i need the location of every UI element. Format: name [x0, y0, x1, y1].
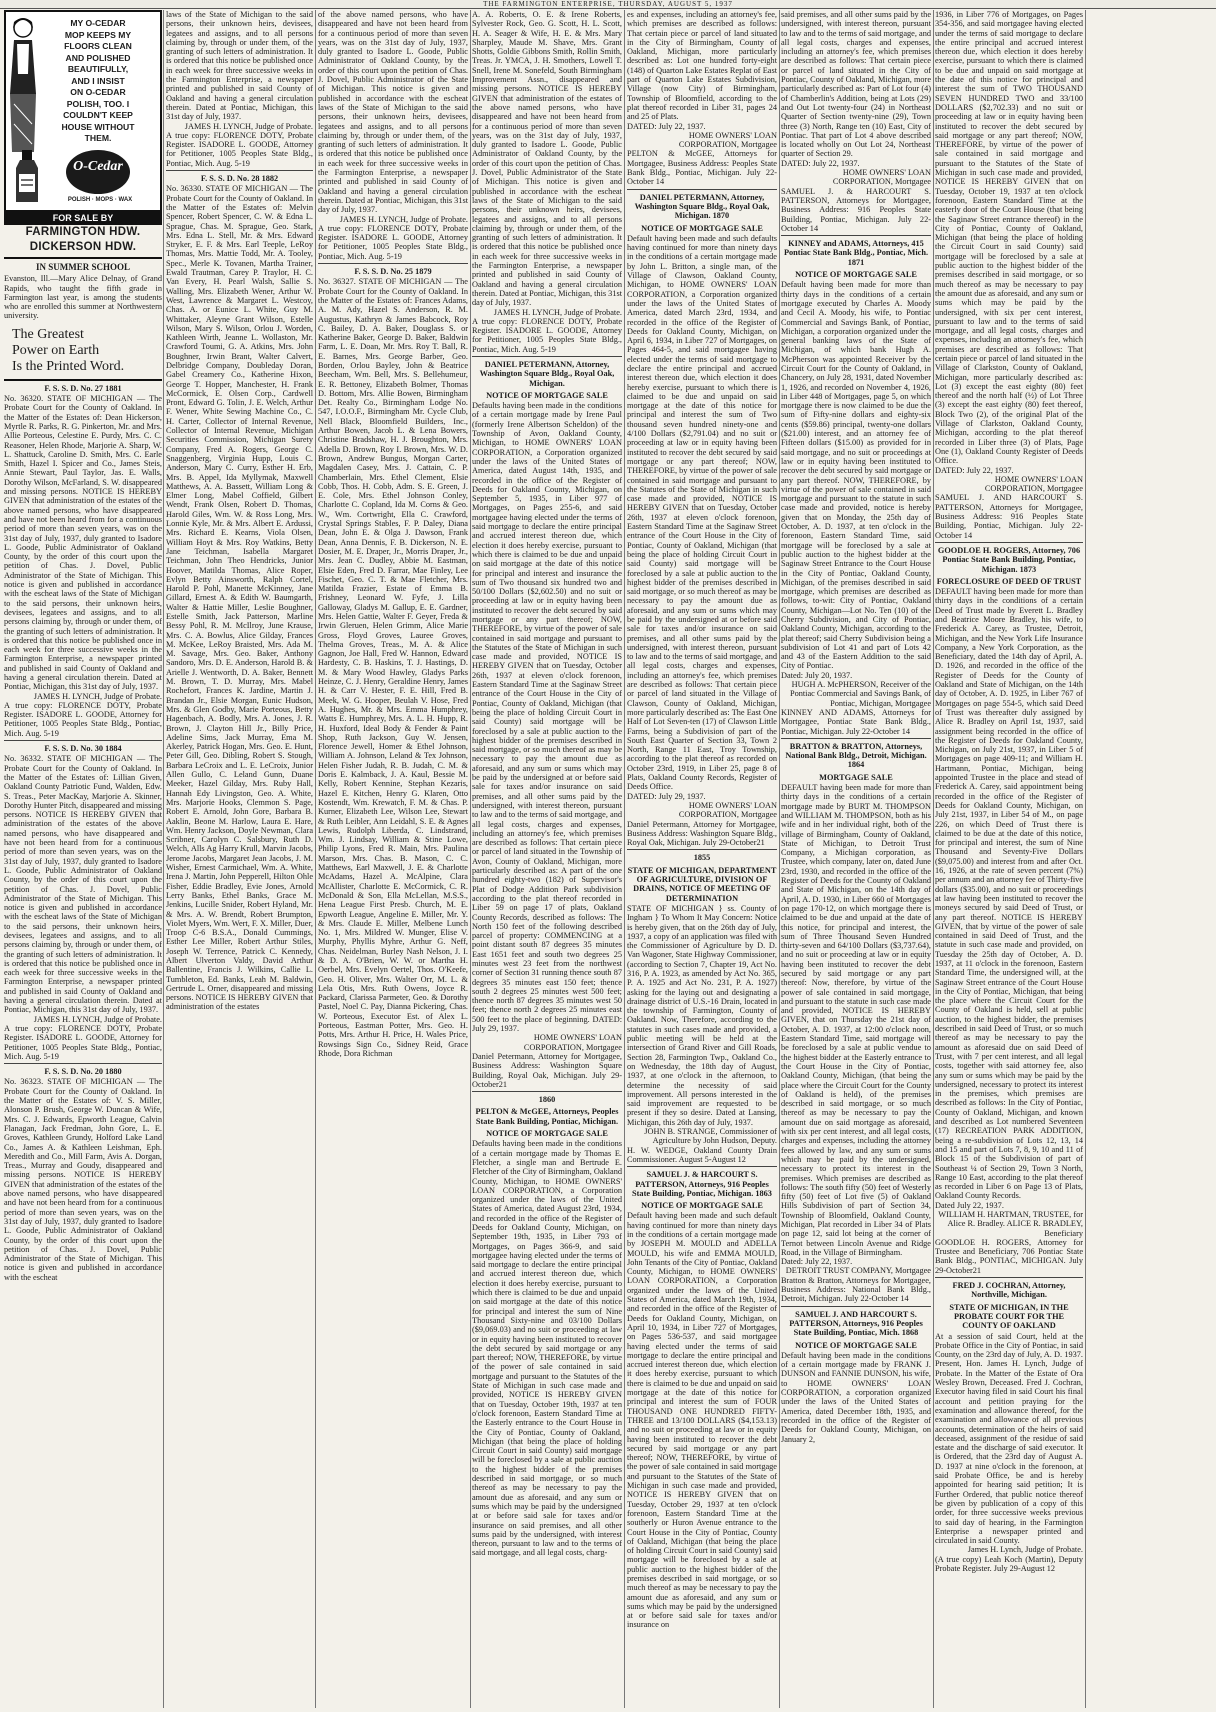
notice-number: F. S. S. D. No. 28 1882 [200, 174, 279, 184]
notice-signature: HOME OWNERS' LOAN CORPORATION, Mortgagee [523, 1033, 622, 1052]
for-sale-banner: FOR SALE BY [4, 212, 162, 225]
divider [4, 257, 162, 259]
notice-signature: HOME OWNERS' LOAN CORPORATION, Mortgagee [984, 474, 1083, 494]
column-3 [318, 10, 468, 1708]
notice-signature: HOME OWNERS' LOAN CORPORATION, Mortgagee [678, 800, 777, 820]
column-6 [781, 10, 931, 1708]
notice-paragraph: H. W. WEDGE, Oakland County Drain Commissioner. August 5-August 12 [627, 1145, 777, 1164]
column-rule [624, 10, 625, 1708]
notice-number: 1855 [693, 853, 711, 863]
column-rule [470, 10, 471, 1708]
store-name-2: DICKERSON HDW. [29, 241, 137, 253]
notice-paragraph: said premises, and all other sums paid by the undersigned, with interest thereon, pursuant to law and to the terms of said mortgage, and all legal costs, charges and expenses, including an attorney's fee, which premises are described as follows: That certain piece or parcel of land situated in the City of Pontiac, County of Oakland, Michigan, more particularly described as: Part of Lot four (4) of Chamberlin's Addition, being at Lots (29) and Out Lot twenty-four (24) in Northeast Quarter of Section twenty-nine (29), Town three (3) North, Range ten (10) East, City of Pontiac. That part of Lot 4 above described is located wholly on Out Lot 24, Northeast quarter of Section 29. [781, 10, 931, 159]
notice-paragraph: A true copy: FLORENCE DOTY, Probate Register. ISADORE L. GOODE, Attorney for Petitioner, 1005 Peoples State Bldg., Pontiac, Mich. Aug. 5-19 [4, 1023, 162, 1061]
notice-divider [627, 849, 777, 850]
notice-divider [627, 189, 777, 190]
notice-paragraph: No. 36330. STATE OF MICHIGAN — The Probate Court for the County of Oakland. In the Matter of the Estates of: Melvin Spencer, Robert Spencer, C. W. & Edna L. Sprague, Chas. M. Sprague, Geo. Stark, Mrs. Edna L. Stell, Mr. & Mrs. Edward Stryker, E. F. & Mrs. Earl Teeple, LeRoy Thomas, Mrs. Mattie Todd, Mr. A. Tooley, Spec., Merle K. Tovanen, Martha Trainer, Ewald Trautman, Carey P. Traylor, H. C. Van Every, H. Pearl Walsh, Sallie S. Walling, Mrs. Elizabeth Wener, Arthur W. West, Lawrence & Margaret L. Westcoy, Chas. A. or Eunice L. White, Guy M. Whittaker, Aleyne Grant Wilson, Estelle Wilson, Mary S. Wilson, Orlou J. Worden, Kathleen Wirth, Jeanne L. Wollaston, Mr. Crawford Toumi, G. A. Atkins, Mrs. John Boughner, Irwin Brant, Walter Calvert, Delbridge Company, Doubleday Doran, Gabel Creamery Co., Katherine Hixon, George T. Hopper, Manchester, H. Frank McCormick, E. Olsen Corp., Cardwell Pront, Edward G. Tolin, J. E. Welch, Arthur F. Wener, White Sewing Machine Co., C. H. Carter, Collector of Internal Revenue, Collector of Internal Revenue, Michigan Securities Commission, Michigan Surety Company, Fred A. Rogers, George C. Snaggenberg, Virginia Hupp, Louis C. Anderson, Mary C. Curry, Esther H. Erb, Mrs. B. Appel, Ida Myllymak, Maxwell Matthews, A. A. Bassett, William Long & Elmer Long, Mabel Coffield, Gilbert Wendt, Frank Olsen, Robert D. Thomas, Harold Giles, Wm. W. & Ross Long, Mrs. Lonnie Kyle, Mr. & Mrs. Albert E. Ardussi, Mrs. Richard E. Kearns, Viola Olsen, William Hoyt & Mrs. Roy Watkins, Betty Jane Teichman, Isabella Margaret Teichman, John Theo Hendricks, Junior Hoover, Matilda Thomas, Alice Roper, Evlyn Betty Ainsworth, Ralph Cortel, Harold P. Pohl, Manette McKinney, Jane Gillard, Ernest A. & Edith W. Baumgarth, Walter & Hattie Miller, Leslie Boughner, Estelle Smith, Jack Patterson, Marline Bessy Pohl, R. M. McIlroy, June Krause, Mrs. C. A. Bowlus, Alice Gilday, Frances M. McKee, LeRoy Braisted, Mrs. Ada M. M. Savage, Mrs. Geo. Baker, Anthony Sandoro, Mrs. D. E. Anderson, Harold B. & Arielle J. Wentworth, D. A. Baker, Bennett M. Brown, T. D. Murray, Mrs. Mabel Rochefort, Frances K. Jardine, Martin J. Brandan Jr., Elsie Morgan, Eunic Hudson, Mrs. & Glen Godby, Marie Porteous, Betty Hagenbach, A. Bodly, Mrs. A. Jones, J. R. Brown, J. Clayton Hill Jr., Billy Price, Adeline Sims, Jack Murray, Ema M. Akerley, Patrick Hogan, Mrs. Geo. E. Hunt, Peter Gill, Geo. Dibling, Robert S. Stough, Barbara LeCroix and L. E. LeCroix, Junior Allen Gullo, C. Leland Gunn, Duane Meeker, Hazel Gilday, Mrs. Ruby Hall, Hannah Edy Livingston, Geo. A. White, Mrs. Marjorie Hooks, Clemmon S. Page, Robert E. Arnold, John Gore, Barbara B. Aaklin, Beone M. Harlow, Laura E. Hare, Wm. Henry Jackson, Doyle Newman, Clara Scribner, Carolyn C. Salsbury, Ruth D. Welch, Alls Ag Harry Krull, Marvin Jacobs, Jerome Jacobs, Margaret Jean Jacobs, J. M. Wisher, Ernest Carmichael, Wm. A. White, Irena J. Martin, John Pepperell, Hilton Ohle Fisher, Eddie Bradley, Evie Jones, Arnold Lerry Banks, Ethel Banks, Grace M. Jenkins, Lucille Snider, Robert Hyland, Mr. & Mrs. A. W. Brendt, Robert Brumpton, Violet Myers, Wm. Wert, F. X. Miller, Duer, Troop C-6 B.S.A., Donald Cummings, Esther Lee Miller, Robert Arthur Stiles, Joseph W. Terrence, Patrick C. Kennedy, Albert Ulverton Valdy, David Arthur Ballentine, Francis J. Wilkins, Callie L. Tumbleton, Ed. Banks, Leah M. Baldwin, Gertrude L. Orner, disappeared and missing persons. NOTICE IS HEREBY GIVEN that administration of the estates [166, 184, 313, 1012]
notice-signature: JAMES H. LYNCH, Judge of Probate. [33, 691, 162, 701]
divider [4, 379, 162, 381]
notice-paragraph: laws of the State of Michigan to the said persons, their unknown heirs, devisees, legatees and assigns, and to all persons claiming by, through or under them, of the granting of such letters of administration. It is ordered that this notice be published once in each week for three successive weeks in the Farmington Enterprise, a newspaper printed and published in said County of Oakland and having a general circulation therein. Dated at Pontiac, Michigan, this 31st day of July, 1937. [166, 10, 313, 122]
o-cedar-logo-subtitle: POLISH · MOPS · WAX [67, 197, 133, 203]
notice-signature: JAMES H. LYNCH, Judge of Probate. [339, 214, 468, 224]
notice-paragraph: Daniel Petermann, Attorney for Mortgagee, Business Address: Washington Square Bldg., Royal Oak, Michigan. July 29-October21 [627, 819, 777, 848]
notice-signature: JOHN B. STRANGE, Commissioner of Agriculture by John Hudson, Deputy. [644, 1127, 777, 1146]
column-body [4, 384, 162, 1282]
notice-paragraph: A true copy: FLORENCE DOTY, Probate Register. ISADORE L. GOODE, Attorney for Petitioner, 1005 Peoples State Bldg., Pontiac, Mich. Aug. 5-19 [318, 223, 468, 261]
notice-paragraph: At a session of said Court, held at the Probate Office in the City of Pontiac, in said County, on the 23rd day of July, A. D. 1937. Present, Hon. James H. Lynch, Judge of Probate. In the Matter of the Estate of Ora Wesley Brown, Deceased. Fred J. Cochran, Executor having filed in said Court his final account and petition praying for the examination and allowance thereof, for the examination and allowance of all previous accounts, determination of the heirs of said deceased, assignment of the residue of said estate and the discharge of said executor. It is Ordered, that the 23rd day of August A. D. 1937 at nine o'clock in the forenoon, at said Probate Office, be and is hereby appointed for hearing said petition; It is Further Ordered, that public notice thereof be given by publication of a copy of this order, for three successive weeks previous to said day of hearing, in the Farmington Enterprise a newspaper printed and circulated in said County. [935, 1331, 1083, 1546]
notice-paragraph: Bratton & Bratton, Attorneys for Mortgagee, Business Address: National Bank Bldg., Detroit, Michigan. July 22-October 14 [781, 1275, 931, 1304]
column-body [627, 10, 777, 1630]
notice-heading: NOTICE OF MORTGAGE SALE [795, 270, 917, 280]
notice-divider [781, 1306, 931, 1307]
column-body [935, 10, 1083, 1573]
notice-divider [472, 356, 622, 357]
news-body: Evanston, Ill.—Mary Alice Delnay, of Grand Rapids, who taught the fifth grade in Farmington last year, is among the students who are enrolled this summer at Northwestern university. [4, 274, 162, 321]
column-5 [627, 10, 777, 1708]
notice-paragraph: No. 36327. STATE OF MICHIGAN — The Probate Court for the County of Oakland. In the Matter of the Estates of: Frances Adams, A. M. Ady, Hazel S. Anderson, R. M. Augustus, Kathryn & James Babcock, Roy C. Bailey, D. A. Baker, Douglass S. or Katherine Baker, George D. Baker, Baldwin Farm, L. E. Doan, Mr. Mrs. Roy T. Ball, R. E. Barnes, Mrs. George Barber, Geo. Borden, Orlou Bayley, John & Beatrice Beecham, Wm. Bell, Mrs. S. Bellehumeur, E. R. Bettoney, Elizabeth Bolmer, Thomas D. Bottom, Mrs. Allie Bowen, Birmingham Det. Realty Co., Birmingham Lodge No. 547, I.O.O.F., Birmingham Mr. Cycle Club, Nell Black, Bloomfield Builders, Inc., Arthur Bowen, Jacob L. & Lena Bowers, Christine Bradshaw, H. J. Broughton, Mrs. Adella D. Brown, Roy I. Brown, Mrs. W. D. Brown, Andrew Bungus, Morgan Carter, Magdalen Casey, Mrs. J. Cattain, C. P. Chamberlain, Mrs. Ethel Clement, Elsie Cobb, Thos. H. Cobb, Adm. S. E. Green, J. E. Cole, Mrs. Ethel Johnson Conley, Charlotte C. Copland, Ida M. Corns & Geo. W., Wm. Cortwright, Ella C. Crawford, Crystal Springs Stables, F. P. Daley, Diana Dean, John E. & Olga J. Dawson, Frank Dean, Anna Dennis, F. B. Dickerson, N. E. Dosier, M. E. Draper, Jr., Morris Draper, Jr., Mrs. Jean C. Dudley, Abbie M. Eastman, Elsie Eden, Fred D. Farrar, Mae Finley, Lee Fischet, Geo. C. T. & Mae Fletcher, Mrs. Matilda Frazier, Estate of Emma B. Frishney, Leonard W. Fyfe, J. Lilla Galloway, Gladys M. Gallup, E. E. Gardner, Mrs. Helen Gattie, Walter F. Geyer, Freda & Irwin Gleruen, Helen Grimm, Alice Marie Gross, Floyd Groves, Lauree Groves, Thelma Groves, Treas., M. A. & Alice Gagnon, Joe Hall, Fred W. Hannon, Edward Hardesty, C. B. Haskins, T. J. Hastings, D. M. & Mary Wood Hawley, Gladys Parks Heinze, C. J. Henry, Geraldine Henry, James H. & Carr V. Hester, F. E. Hill, Fred B. Meek, W. G. Hooper, Beulah V. Hose, Fred A. Hughes, Mr. & Mrs. Emma Humphrey, Watts E. Humphrey, Mrs. A. L. H. Hupp, R. H. Huxford, Ideal Body & Fender & Paint Shop, Ruth Jackson, Guy W. Jensen, Florence Jewell, Homer & Ethel Johnson, William A. Johnson, Leland & Tex Johnson, Helen Fisher Judah, R. B. Judah, C. M. & Doris E. Kalmback, J. A. Kaul, Bessie M. Kelly, Robert Kennine, Stephan Kezaris, Hazel E. Kitchen, Henry G. Klaren, Otto Kostendt, Wm. Krewatch, F. M. & Chas. P. Kurner, Elizabeth Lee, Wilson Lee, Stewart & Ruth Leibler, Ann Leidahl, S. E. & Agnes Lewis, Rudolph Liberda, C. Lindstrand, Wm. J. Lindsay, William & Stine Lowe, Philip Lyons, Fred R. Main, Mrs. Paulina Marson, Mrs. Chas. B. Mason, C. C. Matthews, Earl Maxwell, J. E. & Charlotte McAdams, Hazel A. McAlpine, Clara McAllister, Charlotte E. McCormick, C. R. McDonald & Son, Ella McLellan, M.S.S., Hena League First Presb. Church, M. E. Epworth League, Angeline E. Miller, Mr. Y. & Mrs. Claude E. Miller, Melbene Lunch No. 1, Mrs. Mildred W. Munger, Elise V. Murphy, Phyllis Myhre, Arthur G. Neff, Chas. Neidelman, Burley Nash Nelson, J. I. & D. A. O'Brien, W. W. or Martha H. Oerbel, Mrs. Evelyn Oertel, Thos. O'Keefe, Geo. H. Oliver, Mrs. Walter Orr, M. L. & Lela Otis, Mrs. Ruth Owens, Joyce R. Packard, Clarissa Parmeter, Geo. & Dorothy Pastel, Noel C. Pay, Dianna Pickering, Chas. W. Porteous, Executor Est. of Alex L. Porteous, Eastman Potter, Mrs. Geo. H. Potts, Mrs. Arthur H. Price, H. Wales Price, Rowsings Sign Co., Sidney Reid, Grace Rhode, Dora Richman [318, 277, 468, 1058]
notice-paragraph: DATED: July 22, 1937. [627, 121, 706, 131]
column-rule [163, 10, 164, 1708]
notice-paragraph: A true copy: FLORENCE DOTY, Probate Register. ISADORE L. GOODE, Attorney for Petitioner, 1005 Peoples State Bldg., Pontiac, Mich. Aug. 5-19 [4, 700, 162, 738]
notice-divider [627, 1166, 777, 1167]
column-8 [1087, 10, 1212, 1708]
notice-heading: SAMUEL J. & HARCOURT S. PATTERSON, Attorneys, 916 Peoples State Building, Pontiac, Michigan. 1863 [632, 1170, 772, 1198]
notice-paragraph: Defaults having been made in the conditions of a certain mortgage made by Irene Paul (formerly Irene Albertson Scheldon) of the Township of Avon, Oakland County, Michigan, to HOME OWNERS' LOAN CORPORATION, a Corporation organized under the laws of the United States of America, dated August 14th, 1935, and recorded in the office of the Register of Deeds for Oakland County, Michigan, on September 5, 1935, in Liber 977 of Mortgages, on Pages 255-6, and said mortgagee having elected under the terms of said mortgage to declare the entire principal and accrued interest thereon due, which election it does hereby exercise, pursuant to which there is claimed to be due and unpaid on said mortgage at the date of this notice for principal and interest and insurance the sum of Two thousand six hundred two and 50/100 Dollars ($2,602.50) and no suit or proceeding at law or in equity having been instituted to recover the debt secured by said mortgage or any part thereof; NOW, THEREFORE, by virtue of the power of sale contained in said mortgage and pursuant to the Statutes of the State of Michigan in such case made and provided, NOTICE IS HEREBY GIVEN that on Tuesday, October 26th, 1937 at eleven o'clock forenoon, Eastern Standard Time at the Saginaw Street entrance of the Court House in the City of Pontiac, County of Oakland, Michigan (that being the place of holding Circuit Court in said County) said mortgage will be foreclosed by a sale at public auction to the highest bidder of the premises described in said mortgage, or so much thereof as may be necessary to pay the amount due as aforesaid, and any sum or sums which may be paid by the undersigned at or before said sale for taxes and/or insurance on said premises, and all other sums paid by the undersigned, with interest thereon, pursuant to law and to the terms of said mortgage, and all legal costs, charges and expenses, including an attorney's fee, which premises are described as follows: That certain piece or parcel of land situated in the Township of Avon, County of Oakland, Michigan, more particularly described as: A part of the one hundred eighty-two (182) of Supervisor's Plat of Dodge Addition Park subdivision according to the plat thereof recorded in Liber 59 on page 17 of plats, Oakland County Records, described as follows: The North 150 feet of the following described parcel of property: COMMENCING at a point distant south 87 degrees 35 minutes East 1651 feet and south two degrees 25 minutes west 23 feet from the northwest corner of Section 31 running thence south 87 degrees 35 minutes east 150 feet; thence south 2 degrees 25 minutes west 500 feet; thence north 87 degrees 35 minutes west 50 feet; thence north 2 degrees 25 minutes east 500 feet to the place of beginning. DATED: July 29, 1937. [472, 401, 622, 1034]
notice-heading: GOODLOE H. ROGERS, Attorney, 706 Pontiac State Bank Building, Pontiac, Michigan. 1873 [937, 545, 1081, 574]
notice-paragraph: es and expenses, including an attorney's fee, which premises are described as follows: That certain piece or parcel of land situated in the City of Birmingham, County of Oakland, Michigan, more particularly described as: Lot one hundred forty-eight (148) of Quarton Lake Estates Replat of East part of Quarton Lake Estates Subdivision, Village (now City) of Birmingham, Township of Bloomfield, according to the plat thereof recorded in Liber 31, pages 24 and 25 of Plats. [627, 10, 777, 122]
column-body [781, 10, 931, 1444]
notice-paragraph: STATE OF MICHIGAN } ss. County of Ingham } To Whom It May Concern: Notice is hereby given, that on the 26th day of July, 1937, a copy of an application was filed with the Commissioner of Agriculture by D. D. Van Wagoner, State Highway Commissioner, (according to Section 7, Chapter 19, Act No. 316, P. A. 1923, as amended by Act No. 365, P. A. 1925 and Act No. 231, P. A. 1927) asking for the laying out and designating a drainage district of U.S.-16 Drain, located in the township of Farmington, County of Oakland. Now, Therefore, according to the statutes in such cases made and provided, a public meeting will be held at the intersection of Grand River and Gill Roads, Section 28, Farmington Twp., Oakland Co., on Wednesday, the 18th day of August, 1937, at one o'clock in the afternoon, to determine the necessity of said improvement. All persons interested in the said improvement are requested to be present if they so desire. Dated at Lansing, Michigan, this 26th day of July, 1937. [627, 903, 777, 1127]
masthead: THE FARMINGTON ENTERPRISE, THURSDAY, AUGUST 5, 1937 [0, 0, 1216, 9]
notice-paragraph: Default having been made for more than thirty days in the conditions of a certain mortgage executed by Charles A. Moody and Cecil A. Moody, his wife, to Pontiac Commercial and Savings Bank, of Pontiac, Michigan, a corporation organized under the general banking laws of the State of Michigan, of which bank Hugh A. McPherson was appointed Receiver by the Circuit Court for the County of Oakland, in Chancery, on July 28, 1931, dated November 1, 1926, and recorded on November 4, 1926, in Liber 448 of Mortgages, page 5, on which mortgage there is now claimed to be due the sum of Fifty-nine dollars and eighty-six cents ($59.86) principal, twenty-one dollars ($21.00) interest, and an attorney fee of Fifteen dollars ($15.00) as provided for in said mortgage, and no suit or proceedings at law or in equity having been instituted to recover the debt secured by said mortgage or any part thereof. NOW, THEREFORE, by virtue of the power of sale contained in said mortgage and pursuant to the statute in such case made and provided, notice is hereby given that on Monday, the 25th day of October, A. D. 1937, at ten o'clock in the forenoon, Eastern Standard Time, said mortgage will be foreclosed by a sale at public auction to the highest bidder at the Saginaw Street Entrance to the Court House in the City of Pontiac, Oakland County, Michigan, of the premises described in said mortgage, which premises are described as follows, to-wit: City of Pontiac, Oakland County, Michigan—Lot No. Ten (10) of the Cherry Subdivision, and City of Pontiac, Oakland County, Michigan, according to the plat thereof; said Cherry Subdivision being a subdivision of Lot 41 and part of Lots 42 and 43 of the Eastern Addition to the said City of Pontiac. [781, 280, 931, 671]
notice-paragraph: DEFAULT having been made for more than thirty days in the conditions of a certain mortgage made by BURT M. THOMPSON and WILLIAM M. THOMPSON, both as his wife and in her individual right, both of the village of Birmingham, County of Oakland, State of Michigan, to Detroit Trust Company, a Michigan corporation, as Trustee, which company, later on, dated June 23rd, 1930, and recorded in the office of the Register of Deeds for the County of Oakland and State of Michigan, on the 14th day of April, A. D. 1930, in Liber 660 of Mortgages on page 170-12, on which mortgage there is claimed to be due and unpaid at the date of this notice, for principal and interest, the sum of Three Thousand Seven Hundred thirty-seven and 64/100 Dollars ($3,737.64), and no suit or proceeding at law or in equity having been instituted to recover the debt secured by said mortgage or any part thereof: Now, therefore, by virtue of the power of sale contained in said mortgage, and pursuant to the statute in such case made and provided, NOTICE IS HEREBY GIVEN, that on Thursday the 21st day of October, A. D. 1937, at 12:00 o'clock noon, Eastern Standard Time, said mortgage will be foreclosed by a sale at public vendue to the highest bidder at the Easterly entrance to the Court House in the City of Pontiac, Oakland County, Michigan, (that being the place where the Circuit Court for the County of Oakland is held), of the premises described in said mortgage, or so much thereof as may be necessary to pay the amount due on said mortgage as aforesaid, with six per cent interest, and all legal costs, charges and expenses, including the attorney fees allowed by law, and any sum or sums which may be paid by the undersigned, necessary to protect its interest in the premises. Which premises are described as follows: The south fifty (50) feet of Westerly fifty (50) feet of Lot five (5) of Oakland Hills Subdivision of part of Section 34, Township of Bloomfield, Oakland County, Michigan, Plat recorded in Liber 34 of Plats on page 12, said lot being at the corner of Ternot between Lincoln Avenue and Ridge Road, in the Village of Birmingham. [781, 783, 931, 1257]
notice-signature: James H. Lynch, Judge of Probate. [967, 1545, 1083, 1555]
o-cedar-logo: O-Cedar [66, 150, 130, 194]
notice-divider [781, 738, 931, 739]
notice-heading: FRED J. COCHRAN, Attorney, Northville, Michigan. [952, 1281, 1066, 1300]
notice-paragraph: No. 36332. STATE OF MICHIGAN — The Probate Court for the County of Oakland. In the Matter of the Estates of: Lillian Given, Oakland County Patriotic Fund, Walden, Edw. S. Treas., Peter MacKay, Marjorie A. Skinner, Dorothy Hunter Pitch, disappeared and missing persons. NOTICE IS HEREBY GIVEN that administration of the estates of the above named persons, who have disappeared and have not been heard from for a continuous period of more than seven years, was on the 31st day of July, 1937, duly granted to Isadore L. Goode, Public Administrator of Oakland County, by the order of this court upon the petition of Chas. J. Dovel, Public Administrator of the State of Michigan. This notice is given and published in accordance with the escheat laws of the State of Michigan to the said persons, their unknown heirs, devisees, legatees and assigns, and to all persons claiming by, through or under them, of the granting of such letters of administration. It is ordered that this notice be published once in each week for three successive weeks in the Farmington Enterprise, a newspaper printed and published in said County of Oakland and having a general circulation therein. Dated at Pontiac, Michigan, this 31st day of July, 1937. [4, 754, 162, 1015]
notice-signature: WILLIAM H. HARTMAN, TRUSTEE, for Alice R. Bradley. ALICE R. BRADLEY, Beneficiary [938, 1210, 1083, 1238]
column-body [166, 10, 313, 1012]
notice-paragraph: No. 36323. STATE OF MICHIGAN — The Probate Court for the County of Oakland. In the Matter of the Estates of: V. S. Miller, Alonson P. Brush, George W. Duncan & Wife, Mrs. C. J. Edwards, Epworth League, Calvin Flanagan, Jack Fredman, John Gore, L. E. Groves, Kathleen Grundy, Holford Lake Land Co., James A. & Kathleen Leishman, Eph. Meredith and Co., Mill Farm, Avis A. Dorgan, Treas., Murray and Goudy, disappeared and missing persons. NOTICE IS HEREBY GIVEN that administration of the estates of the above named persons, who have disappeared and have not been heard from for a continuous period of more than seven years, was on the 31st day of July, 1937, duly granted to Isadore L. Goode, Public Administrator of Oakland County, by the order of this court upon the petition of Chas. J. Dovel, Public Administrator of the State of Michigan. This notice is given and published in accordance with the escheat [4, 1077, 162, 1282]
notice-heading: FORECLOSURE OF DEED OF TRUST [936, 576, 1082, 586]
notice-paragraph: No. 36320. STATE OF MICHIGAN — The Probate Court for the County of Oakland. In the Matter of the Estates of: Dean Hickerson, Myrtle R. Parks, R. G. Pinkerton, Mr. and Mrs. Allie Porteous, Celestine E. Purdy, Mrs. C. C. Reasoner, Helen Rhode, Marjorie A. Sharp, W. L. Shattuck, Caroline D. Smith, Mrs. C. Earle Smith, Hazel I. Spicer and Co., James Steis, Annie Stewart, Paul Taylor, Jas. E. Walls, Dorothy Wilson, McFarland, S. W. disappeared and missing persons. NOTICE IS HEREBY GIVEN that administration of the estates of the above named persons, who have disappeared and have not been heard from for a continuous period of more than seven years, was on the 31st day of July, 1937, duly granted to Isadore L. Goode, Public Administrator of Oakland County, by the order of this court upon the petition of Chas. J. Dovel, Public Administrator of the State of Michigan. This notice is given and published in accordance with the escheat laws of the State of Michigan to the said persons, their unknown heirs, devisees, legatees and assigns, and to all persons claiming by, through or under them, of the granting of such letters of administration. It is ordered that this notice be published once in each week for three successive weeks in the Farmington Enterprise, a newspaper printed and published in said County of Oakland and having a general circulation therein. Dated at Pontiac, Michigan, this 31st day of July, 1937. [4, 394, 162, 692]
notice-heading: MORTGAGE SALE [819, 772, 893, 782]
notice-paragraph: GOODLOE H. ROGERS, Attorney for Trustee and Beneficiary, 706 Pontiac State Bank Bldg., PONTIAC, MICHIGAN. July 29-October21 [935, 1237, 1083, 1275]
notice-paragraph: SAMUEL J. & HARCOURT S. PATTERSON, Attorneys for Mortgagee, Business Address: 916 Peoples State Building, Pontiac, Michigan. July 22-October 14 [781, 186, 931, 233]
notice-paragraph: Dated: July 22, 1937. [781, 1257, 853, 1267]
slogan: The Greatest Power on Earth Is the Printed Word. [12, 326, 125, 374]
notice-number: F. S. S. D. No. 20 1880 [44, 1067, 122, 1077]
notice-paragraph: Default having been made and such default having continued for more than ninety days in the conditions of a certain mortgage made by JOSEPH M. MOULD and ADELLA MOULD, his wife and EMMA MOULD, John Tenants of the City of Pontiac, Oakland County, Michigan, to HOME OWNERS' LOAN CORPORATION, a Corporation organized under the laws of the United States of America, dated March 19th, 1934, and recorded in the office of the Register of Deeds for Oakland County, Michigan, on April 10, 1934, in Liber 727 of Mortgages, on Pages 536-537, and said mortgagee having elected under the terms of said mortgage to declare the entire principal and accrued interest thereon due, which election it does hereby exercise, pursuant to which there is claimed to be due and unpaid on said mortgage at the date of this notice for principal and interest the sum of FOUR THOUSAND ONE HUNDRED FIFTY-THREE and 13/100 DOLLARS ($4,153.13) and no suit or proceeding at law or in equity having been instituted to recover the debt secured by said mortgage or any part thereof; NOW, THEREFORE, by virtue of the power of sale contained in said mortgage and pursuant to the Statutes of the State of Michigan in such case made and provided, NOTICE IS HEREBY GIVEN that on Tuesday, October 29, 1937 at ten o'clock forenoon, Eastern Standard Time at the southerly or Huron Avenue entrance to the Court House in the City of Pontiac, County of Oakland, Michigan (that being the place of holding Circuit Court in said County) said mortgage will be foreclosed by a sale at public auction to the highest bidder of the premises described in said mortgage, or so much thereof as may be necessary to pay the amount due as aforesaid, and any sum or sums which may be paid by the undersigned at or before said sale for taxes and/or insurance on [627, 1211, 777, 1630]
column-rule [933, 10, 934, 1708]
notice-number: F. S. S. D. No. 30 1884 [44, 744, 122, 754]
notice-paragraph: A true copy: FLORENCE DOTY, Probate Register. ISADORE L. GOODE, Attorney for Petitioner, 1005 Peoples State Bldg., Pontiac, Mich. Aug. 5-19 [472, 316, 622, 354]
notice-paragraph: 1936, in Liber 776 of Mortgages, on Pages 354-356, and said mortgagee having elected under the terms of said mortgage to declare the entire principal and accrued interest thereon due, which election it does hereby exercise, pursuant to which there is claimed to be due and unpaid on said mortgage at the date of this notice for principal and interest the sum of TWO THOUSAND SEVEN HUNDRED TWO and 33/100 DOLLARS ($2,702.33) and no suit or proceeding at law or in equity having been instituted to recover the debt secured by said mortgage or any part thereof; NOW, THEREFORE, by virtue of the power of sale contained in said mortgage and pursuant to the Statutes of the State of Michigan in such case made and provided, NOTICE IS HEREBY GIVEN that on Tuesday, October 19, 1937 at ten o'clock forenoon, Eastern Standard Time at the easterly door of the Court House (that being the Saginaw Street entrance thereof) in the City of Pontiac, County of Oakland, Michigan (that being the place of holding the Circuit Court in said County) said mortgage will be foreclosed by a sale at public auction to the highest bidder of the premises described in said mortgage, or so much thereof as may be necessary to pay the amount due as aforesaid, and any sum or sums which may be paid by the undersigned, with six per cent interest, pursuant to law and to the terms of said mortgage, and all legal costs, charges and expenses, including an attorney's fee, which premises are described as follows: That certain piece or parcel of land situated in the Village of Clarkston, County of Oakland, Michigan, more particularly described as: Lot (3) except the east eighty (80) feet thereof and the north half (½) of Lot Three (3) except the east eighty (80) feet thereof, Block Two (2), of the original Plat of the Village of Clarkston, Oakland County, Michigan, according to the plat thereof recorded in Liber three (3) of Plats, Page One (1), Oakland County Register of Deeds Office. [935, 10, 1083, 466]
notice-paragraph: DATED: July 22, 1937. [781, 158, 860, 168]
notice-signature: HUGH A. McPHERSON, Receiver of the Pontiac Commercial and Savings Bank, of Pontiac, Michigan, Mortgagee [789, 680, 931, 708]
notice-divider [935, 542, 1083, 543]
notice-paragraph: DEFAULT having been made for more than thirty days in the conditions of a certain Deed of Trust made by Everett L. Bradley and Beatrice Moore Bradley, his wife, to Frederick A. Carey, as Trustee, Detroit, Michigan, and the New York Life Insurance Company, a New York Corporation, as the Beneficiary, dated the 14th day of April, A. D. 1926, and recorded in the office of the Register of Deeds for the County of Oakland and State of Michigan, on the 14th day of October, A. D. 1925, in Liber 767 of Mortgages on page 554-5, which said Deed of Trust was thereafter duly assigned by Alice R. Bradley on April 1st, 1937, said assignment being recorded in the office of the Register of Deeds for Oakland County, Michigan, on July 21st, 1937, in Liber 5 of Mortgages on page 409-11; and William H. Hartmann, Pontiac, Michigan, being appointed Trustee in the place and stead of Frederick A. Carey, said appointment being recorded in the office of the Register of Deeds for Oakland County, Michigan, on July 21st, 1937, in Liber 54 of M., on page 226, on which Deed of Trust there is claimed to be due at the date of this notice, for principal and interest, the sum of Nine Thousand and Seventy-Five Dollars ($9,075.00) and interest from and after Oct. 16, 1926, at the rate of seven percent (7%) per annum and an attorney fee of Thirty-five dollars ($35.00), and no suit or proceedings at law having been instituted to recover the moneys secured by said Deed of Trust, or any part thereof. NOTICE IS HEREBY GIVEN, that by virtue of the power of sale contained in said Deed of Trust, and the statute in such case made and provided, on Tuesday the 25th day of October, A. D. 1937, at 11 o'clock in the forenoon, Eastern Standard Time, the undersigned will, at the Saginaw Street entrance of the Court House in the City of Pontiac, Michigan, that being the place where the Circuit Court for the County of Oakland is held, sell at public auction, to the highest bidder, the premises described in said Deed of Trust, or so much thereof as may be necessary to pay the amount as aforesaid due on said Deed of Trust, with 7 per cent interest, and all legal costs, together with said attorney fee, also any sum or sums which may be paid by the undersigned, necessary to protect its interest in the premises, which premises are described as follows: In the City of Pontiac, County of Oakland, Michigan, and known and described as Lot numbered Seventeen (17) RECREATION PARK ADDITION, being a re-subdivision of Lots 12, 13, 14 and 15 and part of Lots 7, 8, 9, 10 and 11 of Block 15 of the Subdivision of part of Southeast ¼ of Section 29, Town 3 North, Range 10 East, according to the plat thereof as recorded in Liber 6 on Page 13 of Plats, Oakland County Records. [935, 587, 1083, 1201]
notice-paragraph: SAMUEL J. AND HARCOURT S. PATTERSON, Attorneys for Mortgagee, Business Address: 916 Peoples State Building, Pontiac, Michigan. July 22-October 14 [935, 493, 1083, 540]
notice-divider [318, 263, 468, 264]
notice-heading: KINNEY and ADAMS, Attorneys, 415 Pontiac State Bank Bldg., Pontiac, Mich. 1871 [783, 239, 929, 267]
notice-heading: NOTICE OF MORTGAGE SALE [641, 223, 763, 233]
column-1 [4, 10, 162, 1708]
notice-signature: HOME OWNERS' LOAN CORPORATION, Mortgagee [832, 168, 931, 187]
notice-divider [935, 1277, 1083, 1278]
notice-paragraph: Defaults having been made in the conditions of a certain mortgage made by Thomas E. Fletcher, a single man and Bertrude E. Fletcher of the City of Birmingham, Oakland County, Michigan, to HOME OWNERS' LOAN CORPORATION, a Corporation organized under the laws of the United States of America, dated August 23rd, 1934, and recorded in the office of the Register of Deeds for Oakland County, Michigan, on September 19th, 1935, in Liber 793 of Mortgages, on Pages 366-9, and said mortgagee having elected under the terms of said mortgage to declare the entire principal and accrued interest thereon due, which election it does hereby exercise, pursuant to which there is claimed to be due and unpaid on said mortgage at the date of this notice for principal and interest the sum of Nine Thousand Sixty-nine and 03/100 Dollars ($9,069.03) and no suit or proceeding at law or in equity having been instituted to recover the debt secured by said mortgage or any part thereof; NOW, THEREFORE, by virtue of the power of sale contained in said mortgage and pursuant to the Statutes of the State of Michigan in such case made and provided, NOTICE IS HEREBY GIVEN that on Tuesday, October 19th, 1937 at ten o'clock forenoon, Eastern Standard Time at the Easterly entrance to the Court House in the City of Pontiac, County of Oakland, Michigan (that being the place of holding Circuit Court in said County) said mortgage will be foreclosed by a sale at public auction to the highest bidder of the premises described in said mortgage, or so much thereof as may be necessary to pay the amount due as aforesaid, and any sum or sums which may be paid by the undersigned at or before said sale for taxes and/or insurance on said premises, and all other sums paid by the undersigned, with interest thereon, pursuant to law and to the terms of said mortgage, and all legal costs, charg- [472, 1139, 622, 1558]
column-rule [1085, 10, 1086, 1708]
ad-headline: MY O-CEDAR MOP KEEPS MY FLOORS CLEAN AND POLISHED BEAUTIFULLY, AND I INSIST ON O-CEDAR POLISH, TOO. I COULDN'T KEEP HOUSE WITHOUT THEM. [61, 18, 135, 143]
notice-divider [4, 1063, 162, 1064]
column-rule [315, 10, 316, 1708]
notice-heading: STATE OF MICHIGAN, IN THE PROBATE COURT FOR THE COUNTY OF OAKLAND [949, 1302, 1069, 1331]
column-rule [779, 10, 780, 1708]
column-4 [472, 10, 622, 1708]
notice-heading: SAMUEL J. AND HARCOURT S. PATTERSON, Attorneys, 916 Peoples State Building, Pontiac, Mich. 1868 [789, 1309, 923, 1338]
notice-paragraph: of the above named persons, who have disappeared and have not been heard from for a continuous period of more than seven years, was on the 31st day of July, 1937, duly granted to Isadore L. Goode, Public Administrator of Oakland County, by the order of this court upon the petition of Chas. J. Dovel, Public Administrator of the State of Michigan. This notice is given and published in accordance with the escheat laws of the State of Michigan to the said persons, their unknown heirs, devisees, legatees and assigns, and to all persons claiming by, through or under them, of the granting of such letters of administration. It is ordered that this notice be published once in each week for three successive weeks in the Farmington Enterprise, a newspaper printed and published in said County of Oakland and having a general circulation therein. Dated at Pontiac, Michigan, this 31st day of July, 1937. [318, 10, 468, 215]
notice-number: 1860 [538, 1095, 556, 1105]
notice-paragraph: (A true copy) Leah Koch (Martin), Deputy Probate Register. July 29-August 12 [935, 1554, 1083, 1573]
notice-paragraph: Dated July 22, 1937. [935, 1200, 1004, 1210]
notice-heading: DANIEL PETERMANN, Attorney, Washington Square Bldg., Royal Oak, Michigan. [479, 359, 615, 388]
notice-paragraph: PELTON & McGEE, Attorneys for Mortgagee, Business Address: Peoples State Bank Bldg., Pontiac, Michigan. July 22-October 14 [627, 149, 777, 187]
notice-paragraph: Dated: July 20, 1937. [781, 670, 853, 680]
notice-heading: DANIEL PETERMANN, Attorney, Washington Square Bldg., Royal Oak, Michigan. 1870 [634, 192, 770, 221]
notice-divider [472, 1091, 622, 1092]
column-2 [166, 10, 313, 1708]
notice-signature: JAMES H. LYNCH, Judge of Probate. [493, 307, 622, 317]
notice-signature: HOME OWNERS' LOAN CORPORATION, Mortgagee [678, 130, 777, 150]
o-cedar-ad [4, 10, 162, 212]
notice-paragraph: KINNEY AND ADAMS, Attorneys for Mortgagee, Pontiac State Bank Bldg., Pontiac, Michigan. July 22-October 14 [781, 707, 931, 736]
notice-divider [4, 740, 162, 741]
woman-illustration-icon [8, 14, 38, 154]
notice-heading: PELTON & McGEE, Attorneys, Peoples State Bank Building, Pontiac, Michigan. [475, 1107, 619, 1126]
notice-paragraph: DATED: July 22, 1937. [935, 465, 1014, 475]
notice-paragraph: Default having been made and such defaults having continued for more than ninety days in the conditions of a certain mortgage made by John L. Britton, a single man, of the Village of Clawson, Oakland County, Michigan, to HOME OWNERS' LOAN CORPORATION, a Corporation organized under the laws of the United States of America, dated March 23rd, 1934, and recorded in the office of the Register of Deeds for Oakland County, Michigan, on April 6, 1934, in Liber 727 of Mortgages, on Pages 464-5, and said mortgagee having elected under the terms of said mortgage to declare the entire principal and accrued interest thereon due, which election it does hereby exercise, pursuant to which there is claimed to be due and unpaid on said mortgage at the date of this notice for principal and interest the sum of Two thousand seven hundred ninety-one and 4/100 Dollars ($2,791.04) and no suit or proceeding at law or in equity having been instituted to recover the debt secured by said mortgage or any part thereof; NOW, THEREFORE, by virtue of the power of sale contained in said mortgage and pursuant to the Statutes of the State of Michigan in such case made and provided, NOTICE IS HEREBY GIVEN that on Tuesday, October 26th, 1937 at eleven o'clock forenoon, Eastern Standard Time at the Saginaw Street entrance of the Court House in the City of Pontiac, County of Oakland, Michigan (that being the place of holding Circuit Court in said County) said mortgage will be foreclosed by a sale at public auction to the highest bidder of the premises described in said mortgage, or so much thereof as may be necessary to pay the amount due as aforesaid, and any sum or sums which may be paid by the undersigned at or before said sale for taxes and/or insurance on said premises, and all other sums paid by the undersigned, with interest thereon, pursuant to law and to the terms of said mortgage, and all legal costs, charges and expenses, including an attorney's fee, which premises are described as follows: That certain piece or parcel of land situated in the Village of Clawson, County of Oakland, Michigan, more particularly described as: The East One Half of Lot Seven-ten (17) of Clawson Little Farms, being a Subdivision of part of the South East Quarter of Section 33, Town 2 North, Range 11 East, Troy Township, according to the plat thereof as recorded on October 23rd, 1919, in Liber 25, page 8 of Plats, Oakland County Records, Register of Deeds Office. [627, 233, 777, 792]
notice-paragraph: DATED: July 29, 1937. [627, 791, 706, 801]
notice-paragraph: A true copy: FLORENCE DOTY, Probate Register. ISADORE L. GOODE, Attorney for Petitioner, 1005 Peoples State Bldg., Pontiac, Mich. Aug. 5-19 [166, 130, 313, 168]
notice-signature: JAMES H. LYNCH, Judge of Probate. [33, 1014, 162, 1024]
notice-heading: NOTICE OF MORTGAGE SALE [795, 1340, 917, 1350]
notice-signature: JAMES H. LYNCH, Judge of Probate. [184, 121, 313, 131]
notice-heading: NOTICE OF MORTGAGE SALE [486, 1129, 608, 1139]
notice-divider [781, 235, 931, 236]
notice-number: F. S. S. D. No. 27 1881 [44, 383, 122, 393]
notice-heading: NOTICE OF MORTGAGE SALE [641, 1201, 763, 1211]
notice-number: F. S. S. D. No. 25 1879 [354, 267, 432, 277]
notice-divider [166, 170, 313, 171]
notice-heading: STATE OF MICHIGAN, DEPARTMENT OF AGRICULTURE, DIVISION OF DRAINS, NOTICE OF MEETING OF DETERMINATION [627, 865, 777, 903]
store-name-1: FARMINGTON HDW. [25, 226, 141, 238]
column-7 [935, 10, 1083, 1708]
column-body [472, 10, 622, 1558]
notice-paragraph: Default having been made in the conditions of a certain mortgage made by FRANK J. DUNSON and FANNIE DUNSON, his wife, to HOME OWNERS' LOAN CORPORATION, a corporation organized under the laws of the United States of America, dated December 18th, 1935, and recorded in the office of the Register of Deeds for Oakland County, Michigan, on January 2, [781, 1350, 931, 1444]
notice-signature: DETROIT TRUST COMPANY, Mortgagee [785, 1266, 931, 1276]
notice-heading: NOTICE OF MORTGAGE SALE [486, 390, 608, 400]
polish-bottle-icon [10, 150, 44, 202]
news-heading: IN SUMMER SCHOOL [35, 262, 130, 272]
notice-paragraph: Daniel Petermann, Attorney for Mortgagee, Business Address: Washington Square Building, Royal Oak, Michigan. July 29-October21 [472, 1051, 622, 1089]
notice-paragraph: A. A. Roberts, O. E. & Irene Roberts, Sylvester Rock, Geo. G. Scott, H. L. Scott, H. A. Seager & Wife, H. E. & Mrs. Mary Sharpley, Maude M. Shave, Mrs. Grant Shotts, Goldie Gibbons Smith, Rollin Smith, Treas. Jr. YMCA, J. H. Smothers, Lowell T. Snell, Irene M. Sonefeld, South Birmingham Improvement Assn., disappeared and missing persons. NOTICE IS HEREBY GIVEN that administration of the estates of the above named persons, who have disappeared and have not been heard from for a continuous period of more than seven years, was on the 31st day of July, 1937, duly granted to Isadore L. Goode, Public Administrator of Oakland County, by the order of this court upon the petition of Chas. J. Dovel, Public Administrator of the State of Michigan. This notice is given and published in accordance with the escheat laws of the State of Michigan to the said persons, their unknown heirs, devisees, legatees and assigns, and to all persons claiming by, through or under them, of the granting of such letters of administration. It is ordered that this notice be published once in each week for three successive weeks in the Farmington Enterprise, a newspaper printed and published in said County of Oakland and having a general circulation therein. Dated at Pontiac, Michigan, this 31st day of July, 1937. [472, 10, 622, 308]
notice-heading: BRATTON & BRATTON, Attorneys, National Bank Bldg., Detroit, Michigan. 1864 [785, 741, 927, 770]
column-body [318, 10, 468, 1058]
